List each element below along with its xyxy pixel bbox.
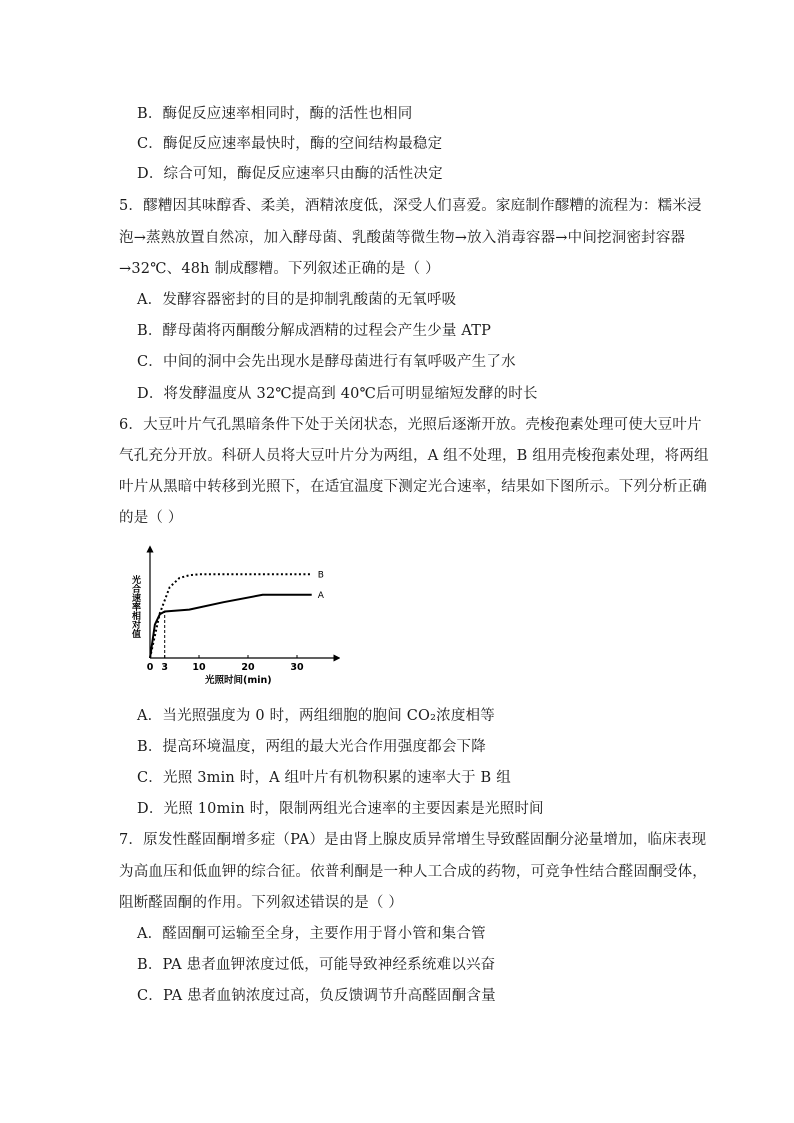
- option-q4-d: D．综合可知，酶促反应速率只由酶的活性决定: [137, 166, 443, 182]
- option-q6-a: A．当光照强度为 0 时，两组细胞的胞间 CO₂浓度相等: [137, 708, 495, 724]
- option-q6-d: D．光照 10min 时，限制两组光合速率的主要因素是光照时间: [137, 801, 544, 817]
- x-tick-label: 3: [161, 662, 169, 673]
- series-line-A: [150, 595, 312, 658]
- question-5-stem-line-2: 泡→蒸熟放置自然凉，加入酵母菌、乳酸菌等微生物→放入消毒容器→中间挖洞密封容器: [119, 230, 686, 246]
- series-label-B: B: [317, 570, 324, 581]
- option-q7-c: C．PA 患者血钠浓度过高，负反馈调节升高醛固酮含量: [137, 988, 496, 1004]
- option-q5-b: B．酵母菌将丙酮酸分解成酒精的过程会产生少量 ATP: [137, 323, 492, 339]
- question-6-stem-line-1: 6．大豆叶片气孔黑暗条件下处于关闭状态，光照后逐渐开放。壳梭孢素处理可使大豆叶片: [119, 417, 702, 433]
- option-q5-a: A．发酵容器密封的目的是抑制乳酸菌的无氧呼吸: [137, 292, 457, 308]
- question-5-stem-line-1: 5．醪糟因其味醇香、柔美，酒精浓度低，深受人们喜爱。家庭制作醪糟的流程为：糯米浸: [119, 198, 702, 214]
- x-tick-label: 0: [146, 662, 154, 673]
- y-axis-label: 光合速率相对值: [130, 575, 140, 638]
- question-6-stem-line-3: 叶片从黑暗中转移到光照下，在适宜温度下测定光合速率，结果如下图所示。下列分析正确: [119, 479, 707, 495]
- question-5-stem-line-3: →32℃、48h 制成醪糟。下列叙述正确的是（ ）: [119, 261, 440, 277]
- x-tick-label: 30: [290, 662, 304, 673]
- option-q7-b: B．PA 患者血钾浓度过低，可能导致神经系统难以兴奋: [137, 957, 496, 973]
- option-q7-a: A．醛固酮可运输至全身，主要作用于肾小管和集合管: [137, 926, 486, 942]
- option-q6-c: C．光照 3min 时，A 组叶片有机物积累的速率大于 B 组: [137, 770, 511, 786]
- x-tick-label: 20: [241, 662, 255, 673]
- option-q4-c: C．酶促反应速率最快时，酶的空间结构最稳定: [137, 136, 443, 152]
- series-line-B: [150, 574, 312, 658]
- question-7-stem-line-3: 阻断醛固酮的作用。下列叙述错误的是（ ）: [119, 895, 404, 911]
- question-7-stem-line-1: 7．原发性醛固酮增多症（PA）是由肾上腺皮质异常增生导致醛固酮分泌量增加，临床表现: [119, 832, 707, 848]
- question-6-stem-line-4: 的是（ ）: [119, 510, 183, 526]
- option-q5-d: D．将发酵温度从 32℃提高到 40℃后可明显缩短发酵的时长: [137, 386, 538, 402]
- series-label-A: A: [317, 590, 324, 601]
- option-q4-b: B．酶促反应速率相同时，酶的活性也相同: [137, 106, 413, 122]
- question-7-stem-line-2: 为高血压和低血钾的综合征。依普利酮是一种人工合成的药物，可竞争性结合醛固酮受体，: [119, 864, 707, 880]
- option-q6-b: B．提高环境温度，两组的最大光合作用强度都会下降: [137, 739, 486, 755]
- question-6-stem-line-2: 气孔充分开放。科研人员将大豆叶片分为两组，A 组不处理，B 组用壳梭孢素处理，将两组: [119, 448, 709, 464]
- photosynthesis-chart: [125, 545, 340, 695]
- x-axis-label: 光照时间(min): [205, 675, 272, 686]
- x-tick-label: 10: [192, 662, 206, 673]
- option-q5-c: C．中间的洞中会先出现水是酵母菌进行有氧呼吸产生了水: [137, 354, 516, 370]
